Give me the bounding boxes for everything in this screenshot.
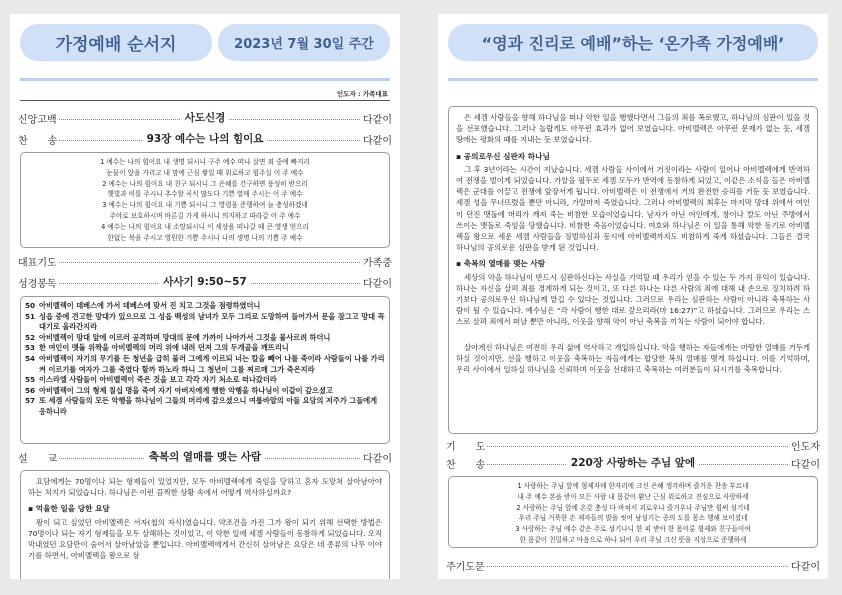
verse-number: 54 [25,353,36,363]
verse-row [25,312,385,333]
closing-hymn-who: 다같이 [789,456,820,471]
leader-dots [446,446,820,447]
prayer-label: 대표기도 [18,254,59,269]
lyric-line: 2 사랑하는 주님 앞에 온갖 충성 다 바쳐서 괴로우나 즐거우나 주님만 힘써 섬기네 [516,503,750,512]
lyric-line: 한 몸같이 친밀하고 마음으로 하나 되어 우리 주님 크신 뜻을 지성으로 준행하세 [519,535,747,544]
benediction-who: 인도자 [789,438,820,453]
row-closing-hymn [446,456,820,470]
hymn-label: 찬 송 [18,132,59,147]
sermon-paragraph: 왕이 되고 싶었던 아비멜렉은 서자(첩의 자식)였습니다. 약조건을 가진 그가 왕이 되기 위해 선택한 방법은 70명이나 되는 자기 형제들을 모두 살해하는 것이었고, 이 악한 일에 세겜 사람들이 동참하게 되었습니다. 오직 막내였던 요담만이 숨어서 살아남았을 뿐입니다. 아비멜렉에게서 간신히 살아남은 요담은 네 종류의 나무 이야기를 하면서, 아비멜렉을 왕으로 삼 [28,517,382,561]
row-prayer [18,254,392,268]
right-page [438,14,828,579]
closing-hymn-lyrics [449,477,817,546]
verse-number: 52 [25,332,36,342]
sermon-paragraph: 은 세겜 사람들을 향해 하나님을 떠나 악한 일을 행했다면서 그들의 죄를 폭로했고, 하나님의 심판이 있을 것을 선포했습니다. 그러나 놀랍게도 아무런 효과가 없어 보였습니다. 아비멜렉은 아무런 문제가 없는 듯, 세겜 땅에는 평화의 때를 지내는 듯 보였습니다. [456,113,810,145]
lyric-line: 눈물이 앞을 가리고 내 맘에 근심 쌓일 때 위로하고 힘주실 이 주 예수 [106,168,304,177]
right-title-pill [448,24,818,61]
confession-label: 신앙고백 [18,111,59,126]
header-band [448,78,818,81]
lyric-line: 한없는 복을 주시고 영원한 기쁨 주시니 나의 생명 나의 기쁨 주 예수 [107,233,303,242]
lyric-line: 우리 주님 거룩한 손 제자들의 발을 씻어 남섬기는 종의 도를 몸소 행해 보이셨네 [518,514,748,523]
row-benediction [446,438,820,452]
reading-label: 성경봉독 [18,275,59,290]
verse-text: 아비멜렉이 데베스에 가서 데베스에 맞서 진 치고 그것을 점령하였더니 [39,301,261,310]
scripture-box [20,296,390,444]
header-divider [20,100,390,101]
reading-who: 다같이 [361,275,392,290]
lyric-line: 1 예수는 나의 힘이요 내 생명 되시니 구주 예수 떠나 살면 죄 중에 빠지리 [100,158,310,166]
confession-title: 사도신경 [181,112,230,124]
verse-number: 56 [25,385,36,395]
leader-dots [18,262,392,263]
sermon-paragraph [456,332,810,338]
lyric-line: 4 예수는 나의 힘이요 내 소망되시니 이 세상을 떠나갈 때 큰 영생 얻으리 [101,222,309,231]
sermon-box-right [448,106,818,434]
verse-text: 아비멜렉이 망대 앞에 이르러 공격하며 망대의 문에 가까이 나아가서 그것을 불사르려 하더니 [39,332,331,342]
verse-row [25,386,385,397]
lyric-line: 햇빛과 비를 주시니 추수할 곡식 많도다 기쁜 열매 주시는 이 주 예수 [107,190,303,199]
sermon-subheading: ▪ 억울한 일을 당한 요담 [28,503,382,514]
verse-text: 한 여인이 맷돌 위짝을 아비멜렉의 머리 위에 내려 던져 그의 두개골을 깨뜨리니 [39,343,289,353]
lyric-line: 내 주 예수 본을 받아 모든 사람 내 몸같이 환난 근심 위로하고 진심으로 사랑하세 [517,492,749,501]
leader-label: 인도자 : 가족대표 [336,90,388,98]
verse-text: 아비멜렉이 자기의 무기를 든 청년을 급히 불러 그에게 이르되 너는 칼을 빼어 나를 죽이라 사람들이 나를 가리켜 이르기를 여자가 그를 죽였다 할까 하노라 하니 그 청년이 그를 찌르매 그가 죽은지라 [39,353,385,374]
closing-hymn-box [448,476,818,548]
row-sermon [18,450,392,464]
hymn-lyrics [21,153,389,243]
sermon-paragraph: 세상의 악을 하나님이 반드시 심판하신다는 사실을 기억할 때 우리가 얻을 수 있는 두 가지 유익이 있습니다. 하나는 자신을 살펴 죄를 경계하게 되는 것이고, 또 다른 하나는 다른 사람의 죄에 대해 내 손으로 징치하려 하기보다 공의로우신 하나님께 맡길 수 있다는 것입니다. 그러므로 우리는 심판하는 사람이 아니라 축복하는 사람이 될 수 있습니다. 예수님은 “각 사람이 행한 대로 갚으리라(마 16:27)”고 하셨습니다. 그러므로 우리는 스스로 살펴 죄에서 떠날 뿐만 아니라, 이웃을 향해 악이 아닌 축복을 끼치는 사람이 되어야 합니다. [456,272,810,327]
lyric-line: 주야로 보호하시며 바른길 가게 하시니 의지하고 따라갈 이 주 예수 [109,211,301,220]
benediction-label: 기 도 [446,438,487,453]
row-confession [18,111,392,125]
verse-number: 53 [25,343,36,353]
sermon-who: 다같이 [361,450,392,465]
verse-number: 51 [25,311,36,321]
reading-title: 사사기 9:50~57 [159,276,251,288]
prayer-who: 가족중 [361,254,392,269]
right-page-title: “영과 진리로 예배”하는 ‘온가족 가정예배’ [481,34,785,53]
hymn-lyrics-box [20,152,390,248]
sermon-label: 설 교 [18,450,59,465]
verse-number: 57 [25,396,36,406]
lyric-line: 3 사랑하는 주님 예수 같은 주로 섬기나니 한 피 받아 한 몸이룬 형제와 친구들이여 [515,525,751,534]
sermon-text [21,471,389,561]
hymn-title: 93장 예수는 나의 힘이요 [143,133,268,145]
row-hymn [18,132,392,146]
row-lords-prayer [446,558,820,572]
hymn-who: 다같이 [361,132,392,147]
row-reading [18,275,392,289]
verse-text: 이스라엘 사람들이 아비멜렉이 죽은 것을 보고 각각 자기 처소로 떠나갔더라 [39,375,277,385]
week-date: 2023년 7월 30일 주간 [234,37,374,52]
lords-prayer-label: 주기도문 [446,558,487,573]
lords-prayer-who: 다같이 [789,558,820,573]
lyric-line: 3 예수는 나의 힘이요 내 기쁨 되시니 그 명령을 준행하여 늘 충성하겠네 [102,201,308,210]
verse-row [25,333,385,344]
sermon-paragraph: 살아계신 하나님은 여전히 우리 삶에 역사하고 개입하십니다. 악을 행하는 자들에게는 마땅한 열매를 거두게 하실 것이지만, 선을 행하고 이웃을 축복하는 자들에게는 합당한 복의 열매를 맺게 하십니다. 이를 기억하며, 우리 사이에서 일하실 하나님을 신뢰하며 이웃을 선대하고 축복하는 여러분들이 되시기를 축복합니다. [456,342,810,375]
leader-dots [446,566,820,567]
verse-number: 50 [25,301,36,310]
verse-text: 또 세겜 사람들의 모든 악행을 하나님이 그들의 머리에 갚으셨으니 여룹바알의 아들 요담의 저주가 그들에게 응하니라 [39,396,378,416]
closing-hymn-title: 220장 사랑하는 주님 앞에 [567,457,699,469]
verse-text: 아비멜렉이 그의 형제 칠십 명을 죽여 자기 아버지에게 행한 악행을 하나님이 이같이 갚으셨고 [39,385,333,395]
scripture-verses [21,297,389,418]
verse-row [25,343,385,354]
header-band [20,78,390,81]
lyric-line: 1 사랑하는 주님 앞에 형제자매 한자리에 크신 은혜 생각하며 즐거운 찬송 부르네 [517,482,749,490]
left-page [10,14,400,579]
sermon-paragraph: 요담에게는 70명이나 되는 형제들이 있었지만, 모두 아비멜렉에게 죽임을 당하고 혼자 도망쳐 살아남아야 하는 처지가 되었습니다. 하나님은 이런 끔찍한 상황 속에서 어떻게 역사하실까요? [28,477,382,498]
verse-number: 55 [25,375,36,385]
closing-hymn-label: 찬 송 [446,456,487,471]
sermon-title: 축복의 열매를 맺는 사람 [145,451,265,463]
verse-row [25,301,385,312]
sermon-subheading: ▪ 공의로우신 심판자 하나님 [456,151,810,162]
sermon-subheading: ▪ 축복의 열매를 맺는 사람 [456,258,810,269]
verse-row [25,396,385,417]
date-pill [218,24,390,61]
lyric-line: 2 예수는 나의 힘이요 내 친구 되시니 그 은혜를 간구하면 풍성히 받으리 [102,179,308,188]
sermon-box-left [20,470,390,579]
left-title-pill [20,24,212,61]
sermon-text [449,107,817,375]
sermon-paragraph: 그 후 3년이라는 시간이 지났습니다. 세겜 사람들 사이에서 거짓이라는 사람이 일어나 아비멜렉에게 반역하여 전쟁을 벌이게 되었습니다. 가알을 필두로 세겜 모두가 반역에 동참하게 되었고, 이같은 소식을 들은 아비멜렉은 군대를 이끌고 전쟁에 앞장서게 됩니다. 아비멜렉은 이 전쟁에서 거의 완전한 승리를 거둔 듯 보였습니다. 세겜 성을 무너뜨렸을 뿐만 아니라, 가알마저 죽였습니다. 그러나 아비멜렉의 최후는 마지막 망대 위에서 여인이 던진 맷돌에 머리가 깨져 죽는 비참한 모습이었습니다. 남자가 아닌 여인에게, 창이나 칼도 아닌 주방에서 쓰이는 맷돌로 죽임을 당했습니다. 비참한 죽음이었습니다. 여호와 하나님은 이 일을 통해 악한 동기로 아비멜렉을 왕으로 세운 세겜 사람들을 징벌하심과 동시에 아비멜렉까지도 비참하게 죽게 하셨습니다. 그들은 결국 하나님의 공의로운 심판을 받게 된 것입니다. [456,164,810,253]
verse-text: 성읍 중에 견고한 망대가 있으므로 그 성읍 백성의 남녀가 모두 그리로 도망하여 들어가서 문을 잠그고 망대 꼭대기로 올라간지라 [39,311,385,332]
verse-row [25,354,385,375]
verse-row [25,375,385,386]
left-page-title: 가정예배 순서지 [55,35,177,55]
confession-who: 다같이 [361,111,392,126]
